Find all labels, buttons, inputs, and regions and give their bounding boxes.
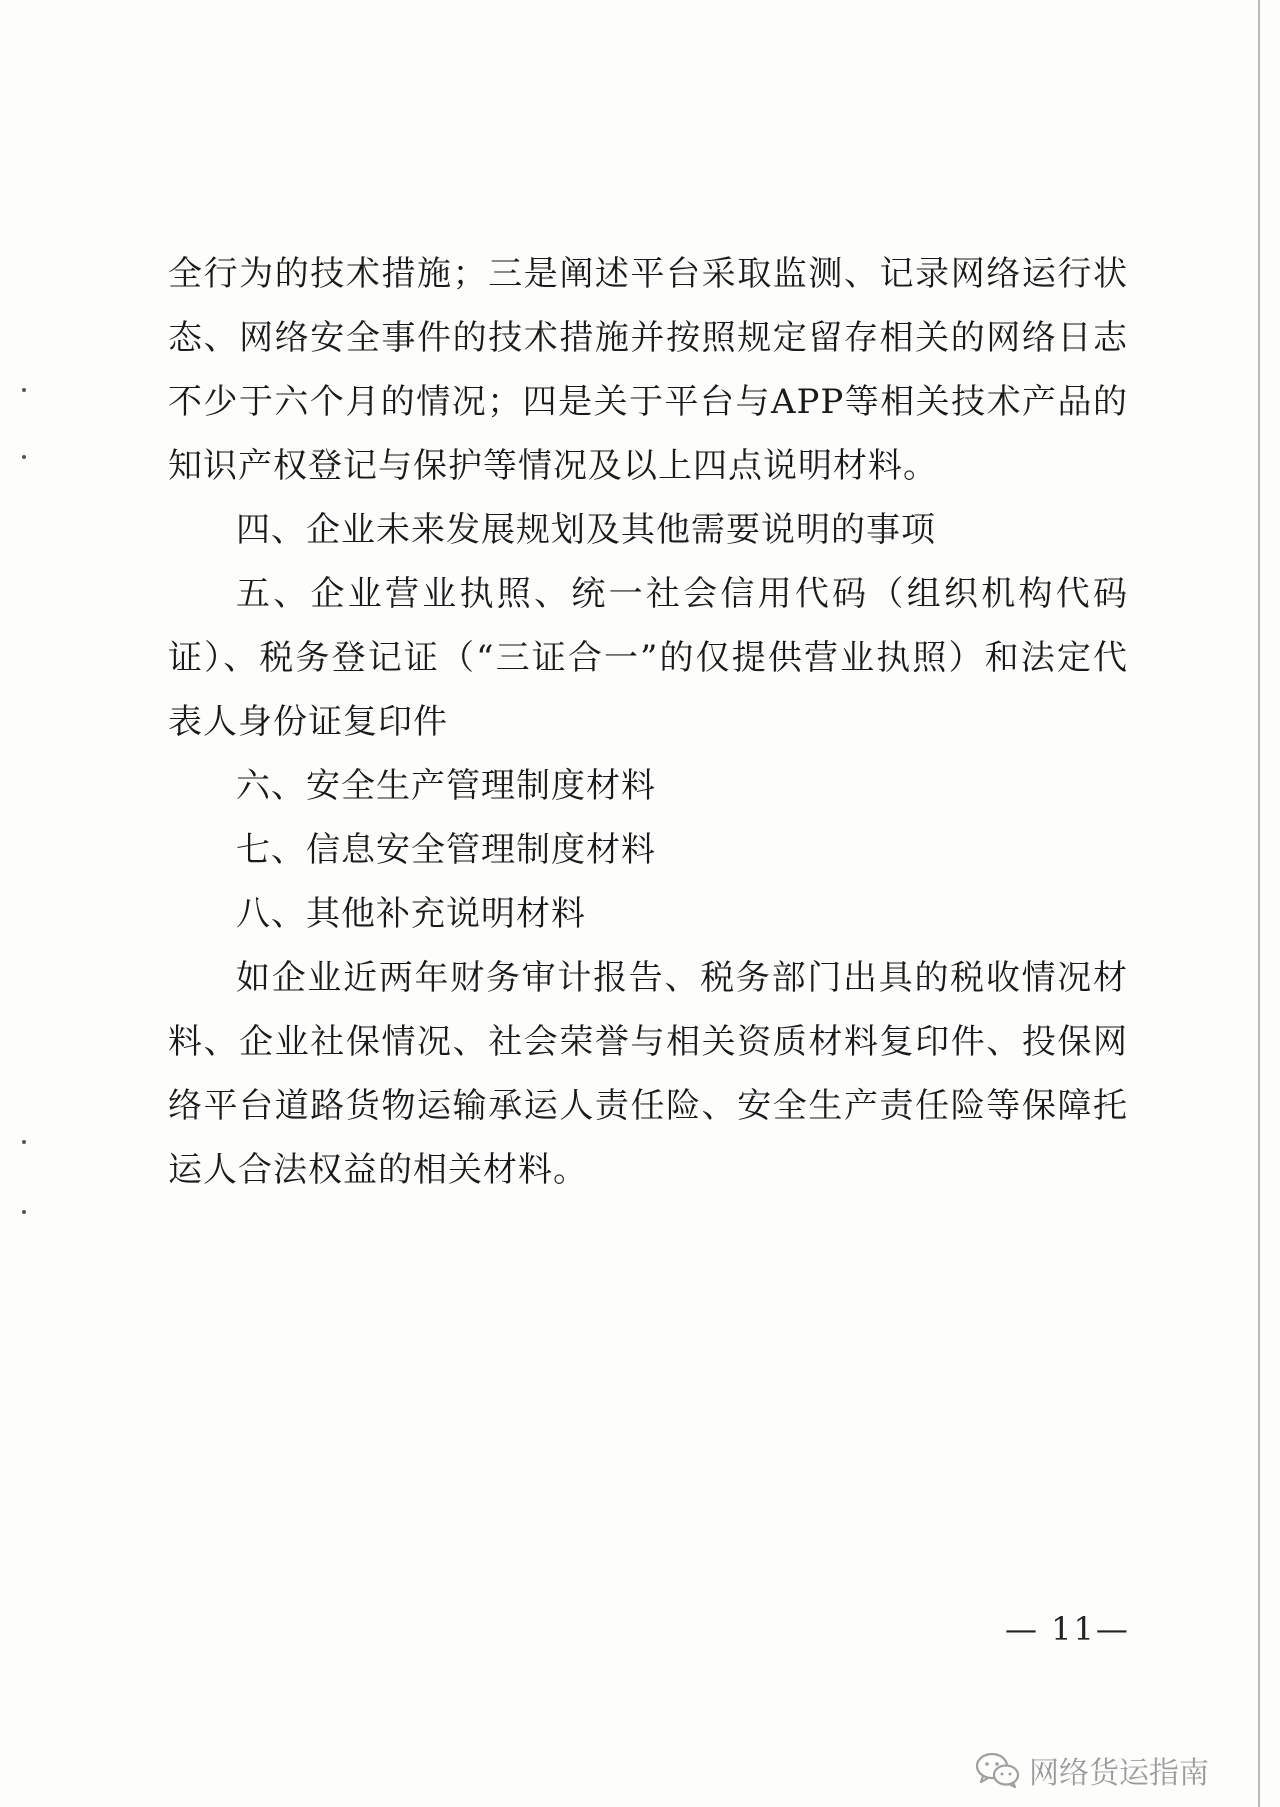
binding-edge-line: [1258, 0, 1260, 1807]
scan-speck: [22, 1210, 26, 1214]
wechat-icon: [975, 1751, 1021, 1789]
page-number: — 11—: [1005, 1610, 1130, 1648]
section-heading-4: 四、企业未来发展规划及其他需要说明的事项: [236, 510, 936, 550]
watermark-text: 网络货运指南: [1029, 1756, 1209, 1791]
watermark: [975, 1748, 1209, 1792]
scan-speck: [22, 455, 26, 459]
section-heading-8: 八、其他补充说明材料: [236, 894, 586, 934]
scan-speck: [22, 1140, 26, 1144]
section-heading-5: 五、企业营业执照、统一社会信用代码（组织机构代码证）、税务登记证（“三证合一”的仅提供营业执照）和法定代表人身份证复印件: [168, 574, 1128, 742]
paragraph-supplementary: 如企业近两年财务审计报告、税务部门出具的税收情况材料、企业社保情况、社会荣誉与相关资质材料复印件、投保网络平台道路货物运输承运人责任险、安全生产责任险等保障托运人合法权益的相关材料。: [168, 958, 1128, 1190]
paragraph-continuation: 全行为的技术措施；三是阐述平台采取监测、记录网络运行状态、网络安全事件的技术措施并按照规定留存相关的网络日志不少于六个月的情况；四是关于平台与APP等相关技术产品的知识产权登记与保护等情况及以上四点说明材料。: [168, 254, 1128, 486]
scan-speck: [22, 388, 26, 392]
section-heading-7: 七、信息安全管理制度材料: [236, 830, 656, 870]
section-heading-6: 六、安全生产管理制度材料: [236, 766, 656, 806]
document-body: [168, 242, 1128, 1202]
